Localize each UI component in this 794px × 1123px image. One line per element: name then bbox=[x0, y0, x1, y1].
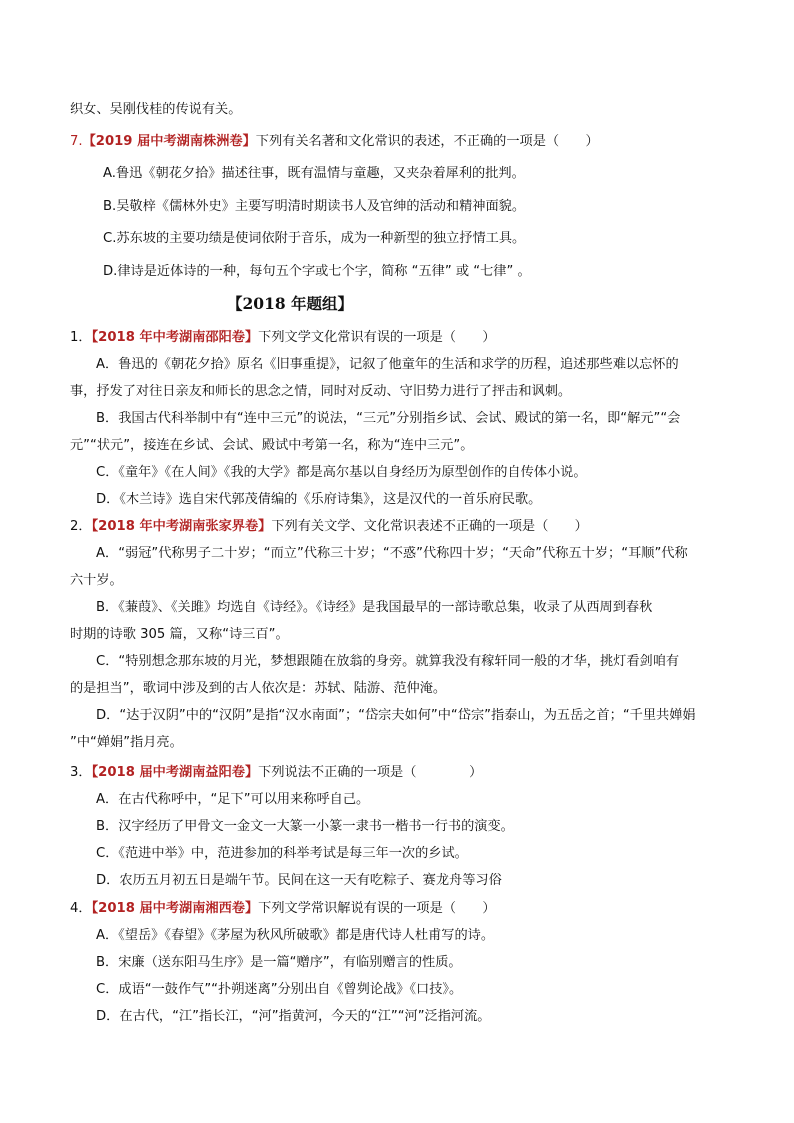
q2-line-6: 的是担当”，歌词中涉及到的古人依次是：苏轼、陆游、范仲淹。 bbox=[70, 681, 447, 696]
question-source: 【2019 届中考湖南株洲卷】 bbox=[82, 134, 256, 149]
q2-line-7: D．“达于汉阴”中的“汉阴”是指“汉水南面”；“岱宗夫如何”中“岱宗”指泰山，为五岳之首；“千里共婵娟 bbox=[96, 708, 696, 723]
q3-line-1: A．在古代称呼中，“足下”可以用来称呼自己。 bbox=[96, 792, 370, 807]
question-source: 【2018 届中考湖南湘西卷】 bbox=[91, 901, 259, 916]
question-7-header bbox=[70, 133, 599, 151]
continuation-text: 织女、吴刚伐桂的传说有关。 bbox=[70, 102, 242, 117]
question-2-header bbox=[70, 518, 588, 536]
question-source: 【2018 年中考湖南邵阳卷】 bbox=[91, 330, 259, 345]
question-1-header bbox=[70, 329, 496, 347]
q4-line-1: A．《望岳》《春望》《茅屋为秋风所破歌》都是唐代诗人杜甫写的诗。 bbox=[96, 928, 495, 943]
option-b: B.吴敬梓《儒林外史》主要写明清时期读书人及官绅的活动和精神面貌。 bbox=[103, 199, 526, 214]
q1-line-5: C．《童年》《在人间》《我的大学》都是高尔基以自身经历为原型创作的自传体小说。 bbox=[96, 465, 587, 480]
question-source: 【2018 届中考湖南益阳卷】 bbox=[91, 765, 259, 780]
q1-line-3: B．我国古代科举制中有“连中三元”的说法，“三元”分别指乡试、会试、殿试的第一名，即“解元”“会 bbox=[96, 411, 681, 426]
question-4-header bbox=[70, 900, 496, 918]
question-stem: 下列文学文化常识有误的一项是（ ） bbox=[258, 330, 496, 345]
q1-line-1: A．鲁迅的《朝花夕拾》原名《旧事重提》，记叙了他童年的生活和求学的历程，追述那些难以忘怀的 bbox=[96, 357, 679, 372]
section-title: 【2018 年题组】 bbox=[227, 294, 354, 313]
q3-line-2: B．汉字经历了甲骨文一金文一大篆一小篆一隶书一楷书一行书的演变。 bbox=[96, 819, 514, 834]
question-stem: 下列有关名著和文化常识的表述，不正确的一项是（ ） bbox=[255, 134, 599, 149]
q3-line-4: D．农历五月初五日是端午节。民间在这一天有吃粽子、赛龙舟等习俗 bbox=[96, 873, 502, 888]
q2-line-1: A．“弱冠”代称男子二十岁；“而立”代称三十岁；“不惑”代称四十岁；“天命”代称五十岁；“耳顺”代称 bbox=[96, 546, 688, 561]
option-d: D.律诗是近体诗的一种，每句五个字或七个字，简称 “五律” 或 “七律” 。 bbox=[103, 264, 531, 279]
q2-line-3: B．《蒹葭》、《关雎》均选自《诗经》。《诗经》是我国最早的一部诗歌总集，收录了从西周到春秋 bbox=[96, 600, 653, 615]
question-number: 1． bbox=[70, 330, 92, 345]
q4-line-4: D．在古代，“江”指长江，“河”指黄河，今天的“江”“河”泛指河流。 bbox=[96, 1009, 491, 1024]
q2-line-2: 六十岁。 bbox=[70, 573, 123, 588]
q1-line-4: 元”“状元”，接连在乡试、会试、殿试中考第一名，称为“连中三元”。 bbox=[70, 438, 474, 453]
option-c: C.苏东坡的主要功绩是使词依附于音乐，成为一种新型的独立抒情工具。 bbox=[103, 231, 526, 246]
question-number: 3． bbox=[70, 765, 92, 780]
question-stem: 下列文学常识解说有误的一项是（ ） bbox=[258, 901, 496, 916]
question-number: 2． bbox=[70, 519, 92, 534]
q3-line-3: C．《范进中举》中，范进参加的科举考试是每三年一次的乡试。 bbox=[96, 846, 468, 861]
q2-line-8: ”中“婵娟”指月亮。 bbox=[70, 735, 183, 750]
q2-line-5: C．“特别想念那东坡的月光，梦想跟随在放翁的身旁。就算我没有稼轩同一般的才华，挑灯看剑咱有 bbox=[96, 654, 680, 669]
q4-line-3: C．成语“一鼓作气”“扑朔迷离”分别出自《曾刿论战》《口技》。 bbox=[96, 982, 463, 997]
question-stem: 下列有关文学、文化常识表述不正确的一项是（ ） bbox=[271, 519, 588, 534]
question-source: 【2018 年中考湖南张家界卷】 bbox=[91, 519, 272, 534]
q4-line-2: B．宋廉（送东阳马生序》是一篇“赠序”，有临别赠言的性质。 bbox=[96, 955, 462, 970]
q1-line-6: D．《木兰诗》选自宋代郭茂倩编的《乐府诗集》，这是汉代的一首乐府民歌。 bbox=[96, 492, 542, 507]
question-stem: 下列说法不正确的一项是（ ） bbox=[258, 765, 483, 780]
question-number: 4． bbox=[70, 901, 92, 916]
q2-line-4: 时期的诗歌 305 篇，又称“诗三百”。 bbox=[70, 627, 289, 642]
option-a: A.鲁迅《朝花夕拾》描述往事，既有温情与童趣，又夹杂着犀利的批判。 bbox=[103, 166, 525, 181]
question-number: 7. bbox=[70, 134, 83, 149]
question-3-header bbox=[70, 764, 482, 782]
q1-line-2: 事，抒发了对往日亲友和师长的思念之情，同时对反动、守旧势力进行了抨击和讽刺。 bbox=[70, 384, 572, 399]
